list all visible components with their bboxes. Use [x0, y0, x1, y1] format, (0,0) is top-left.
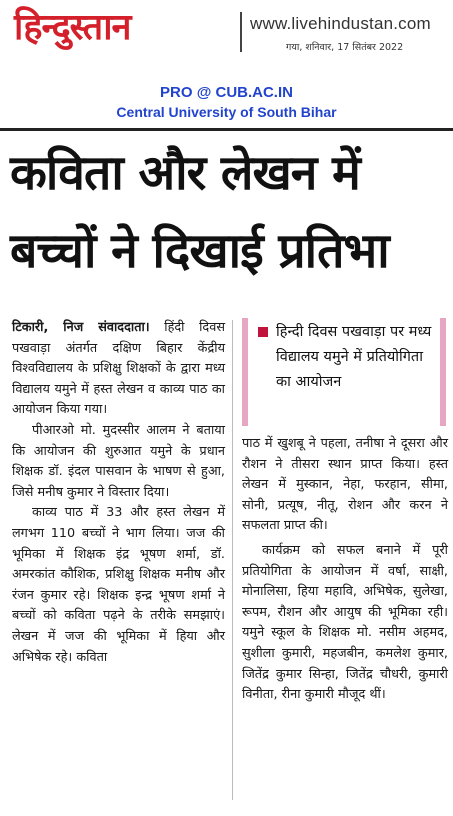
paragraph-3: काव्य पाठ में 33 और हस्त लेखन में लगभग 110 बच्चों ने भाग लिया। जज की भूमिका में शिक्षक इंद्र भूषण शर्मा, डॉ. अमरकांत कौशिक, प्रशिक्षु शिक्षक मनीष और रंजन कुमार रहे। शिक्षक इन्द्र भूषण शर्मा ने बच्चों को कविता पढ़ने के तरीके समझाएं। लेखन में जज की भूमिका में हिया और अभिषेक रहे। कविता: [12, 505, 225, 665]
masthead: [0, 0, 453, 62]
article-column-left: [12, 318, 225, 668]
subheadline-box: [242, 318, 446, 426]
column-separator: [232, 320, 233, 800]
paragraph-4: पाठ में खुशबू ने पहला, तनीषा ने दूसरा और रौशन ने तीसरा स्थान प्राप्त किया। हस्त लेखन में मुस्कान, नेहा, फरहान, सीमा, सोनी, प्रत्यूष, नीतू, रोशन और करन ने सफलता प्राप्त की।: [242, 436, 448, 534]
top-rule: [0, 128, 453, 131]
pro-contact-overlay: PRO @ CUB.AC.IN: [160, 84, 293, 101]
headline: [10, 134, 450, 290]
paragraph-2: पीआरओ मो. मुदस्सीर आलम ने बताया कि आयोजन की शुरुआत यमुने के प्रधान शिक्षक डॉ. इंदल पासवान के भाषण से हुआ, जिसे मनीष कुमार ने विस्तार दिया।: [12, 422, 225, 500]
square-bullet-icon: [258, 327, 268, 337]
headline-line-2: बच्चों ने दिखाई प्रतिभा: [10, 223, 389, 279]
dateline: गया, शनिवार, 17 सितंबर 2022: [286, 42, 404, 53]
subheadline-bar-left: [242, 318, 248, 426]
article-column-right: [242, 434, 448, 706]
byline: टिकारी, निज संवाददाता।: [12, 320, 150, 335]
university-name-overlay: Central University of South Bihar: [116, 104, 337, 120]
subheadline: हिन्दी दिवस पखवाड़ा पर मध्य विद्यालय यमुने में प्रतियोगिता का आयोजन: [276, 324, 432, 390]
newspaper-logo: हिन्दुस्तान: [14, 7, 131, 48]
website-url: www.livehindustan.com: [250, 14, 431, 33]
headline-line-1: कविता और लेखन में: [10, 145, 360, 201]
paragraph-1-text: हिंदी दिवस पखवाड़ा अंतर्गत दक्षिण बिहार केंद्रीय विश्वविद्यालय के प्रशिक्षु शिक्षकों के द्वारा मध्य विद्यालय यमुने में हस्त लेखन व काव्य पाठ का आयोजन किया गया।: [12, 320, 225, 418]
masthead-divider: [240, 12, 242, 52]
subheadline-bar-right: [440, 318, 446, 426]
paragraph-1: [12, 318, 225, 421]
paragraph-5: कार्यक्रम को सफल बनाने में पूरी प्रतियोगिता के आयोजन में वर्षा, साक्षी, मोनालिसा, हिया महावि, अभिषेक, सुलेखा, रूपम, रौशन और आयुष की भूमिका रही। यमुने स्कूल के शिक्षक मो. नसीम अहमद, सुशीला कुमारी, महजबीन, कमलेश कुमार, जितेंद्र कुमार सिन्हा, जितेंद्र चौधरी, कुमारी विनीता, रीना कुमारी मौजूद थीं।: [242, 542, 448, 703]
